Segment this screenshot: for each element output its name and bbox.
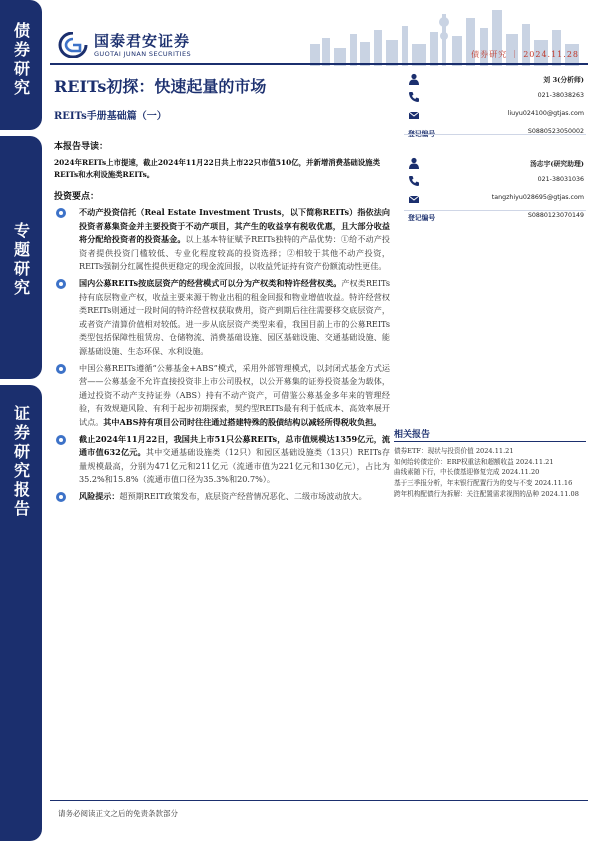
- analyst-divider: [404, 210, 586, 211]
- analyst-divider: [404, 134, 586, 135]
- reg-label: 登记编号: [408, 214, 436, 222]
- sidebar-label-bond-research: 债券研究: [11, 22, 31, 98]
- bullet-icon: [56, 279, 66, 289]
- assistant-phone: 021-38031036: [537, 176, 584, 183]
- related-reports-title: 相关报告: [394, 430, 431, 440]
- phone-icon: [408, 91, 420, 103]
- analyst-reg-number: S0880523050002: [527, 128, 584, 135]
- logo-chinese-name: 国泰君安证券: [94, 31, 191, 50]
- related-report-link[interactable]: 如何给转债定价：ERP权重法和超额收益 2024.11.21: [394, 457, 554, 466]
- report-subtitle: REITs手册基础篇（一）: [54, 111, 167, 122]
- email-icon: [408, 109, 420, 121]
- bullet-text: 中国公募REITs遵循“公募基金+ABS”模式，采用外部管理模式，以封闭式基金方式运营——公募基金不允许直接投资非上市公司股权，以公开募集的证券投资基金为载体，通过投资不动产支持证券（ABS）持有不动产资产，可借鉴公募基金多年来的管理经验，有效规避风险、有利于起步初期探索，契约型REITs最有利于低成本、高效率展开试点。: [79, 362, 390, 427]
- assistant-email-row: [404, 191, 586, 209]
- analyst-box: [404, 71, 586, 227]
- list-item: [56, 433, 390, 487]
- related-reports-list: [394, 446, 586, 500]
- logo-english-name: GUOTAI JUNAN SECURITIES: [94, 49, 192, 58]
- sidebar-label-securities-report: 证券研究报告: [11, 405, 31, 519]
- report-title: REITs初探：快速起量的市场: [54, 77, 267, 96]
- analyst-phone-row: [404, 89, 586, 107]
- assistant-reg-row: [404, 209, 586, 227]
- bullet-bold: 不动产投资信托（Real Estate Investment Trusts，以下简称REITs）指依法向投资者募集资金并主要投资于不动产项目，其产生的收益享有税收优惠，且大部分收益将分配给投资者的投资基金。: [79, 207, 390, 245]
- bullet-icon: [56, 208, 66, 218]
- list-item: [56, 362, 390, 430]
- assistant-name-row: [404, 155, 586, 173]
- phone-icon: [408, 175, 420, 187]
- assistant-name: 汤志宇(研究助理): [529, 160, 584, 168]
- guide-title: 本报告导读：: [54, 142, 109, 152]
- bullet-icon: [56, 435, 66, 445]
- assistant-reg-number: S0880123070149: [527, 212, 584, 219]
- person-icon: [408, 73, 420, 85]
- analyst-phone: 021-38038263: [537, 92, 584, 99]
- header-meta: 债券研究 ｜ 2024.11.28: [471, 50, 579, 59]
- reg-label: 登记编号: [408, 130, 436, 138]
- bullet-text: 超预期REIT政策发布，底层资产经营情况恶化、二级市场波动放大。: [119, 490, 367, 501]
- bullet-text: 以上基本特征赋予REITs独特的产品优势：①给不动产投资者提供投资门槛较低、专业化程度较高的投资选择；②相较于其他不动产投资，REITs强制分红属性提供更稳定的现金流回报，以收益凭证持有资产份额流动性更佳。: [79, 234, 390, 272]
- related-report-link[interactable]: 基于三季报分析，年末银行配置行为的变与不变 2024.11.16: [394, 479, 573, 488]
- sidebar-label-special-research: 专题研究: [11, 222, 31, 298]
- report-summary: 2024年REITs上市提速，截止2024年11月22日共上市22只市值510亿，并新增消费基础设施类REITs和水利设施类REITs。: [54, 158, 380, 179]
- list-item: [56, 277, 390, 359]
- list-item: [56, 490, 390, 504]
- assistant-phone-row: [404, 173, 586, 191]
- related-divider: [394, 441, 586, 442]
- related-report-link[interactable]: 债券ETF：现状与投资价值 2024.11.21: [394, 447, 514, 455]
- investment-points: [56, 206, 390, 506]
- list-item: [56, 206, 390, 274]
- left-sidebar: [0, 0, 42, 841]
- company-logo: [58, 30, 191, 60]
- email-icon: [408, 193, 420, 205]
- bullet-text: 其中交通基础设施类（12只）和园区基础设施类（13只）REITs存量规模最高，分别为471亿元和211亿元（流通市值为221亿元和130亿元），占比为35.2%和15.8%（流通市值口径为35.3%和20.7%）。: [79, 447, 390, 485]
- person-icon: [408, 157, 420, 169]
- analyst-email-row: [404, 107, 586, 125]
- points-title: 投资要点：: [54, 192, 100, 202]
- analyst-email[interactable]: liuyu024100@gtjas.com: [507, 110, 584, 117]
- header-divider: [50, 63, 588, 65]
- bullet-bold: 风险提示：: [79, 490, 120, 501]
- analyst-name-row: [404, 71, 586, 89]
- analyst-name: 刘 3(分析师): [543, 76, 584, 84]
- logo-mark-icon: [58, 32, 88, 58]
- bullet-bold-tail: 其中ABS持有项目公司时往往通过搭建特殊的股债结构以减轻所得税收负担。: [103, 416, 382, 427]
- bullet-icon: [56, 364, 66, 374]
- footer-divider: [50, 800, 588, 801]
- bullet-icon: [56, 492, 66, 502]
- disclaimer-footer: 请务必阅读正文之后的免责条款部分: [58, 809, 178, 818]
- related-report-link[interactable]: 跨年机构配债行为拆解：关注配置需求视图的品种 2024.11.08: [394, 489, 579, 498]
- bullet-bold: 国内公募REITs按底层资产的经营模式可以分为产权类和特许经营权类。: [79, 277, 342, 288]
- related-report-link[interactable]: 曲线素随下行，中长债基迎修复完成 2024.11.20: [394, 468, 540, 477]
- bullet-bold: 截止2024年11月22日，我国共上市51只公募REITs，总市值规模达1359亿元，流通市值632亿元。: [79, 433, 390, 458]
- bullet-text: 产权类REITs持有底层物业产权，收益主要来源于物业出租的租金回报和物业增值收益。特许经营权类REITs则通过一段时间的特许经营权获取费用，资产到期后往往需要移交底层资产，或者资产清算价值相对较低。进一步从底层资产类型来看，我国目前上市的公募REITs类型包括保障性租赁房、仓储物流、消费基础设施、园区基础设施、交通基础设施、能源基础设施、生态环保、水利设施。: [79, 277, 390, 356]
- assistant-email[interactable]: tangzhiyu028695@gtjas.com: [491, 194, 584, 201]
